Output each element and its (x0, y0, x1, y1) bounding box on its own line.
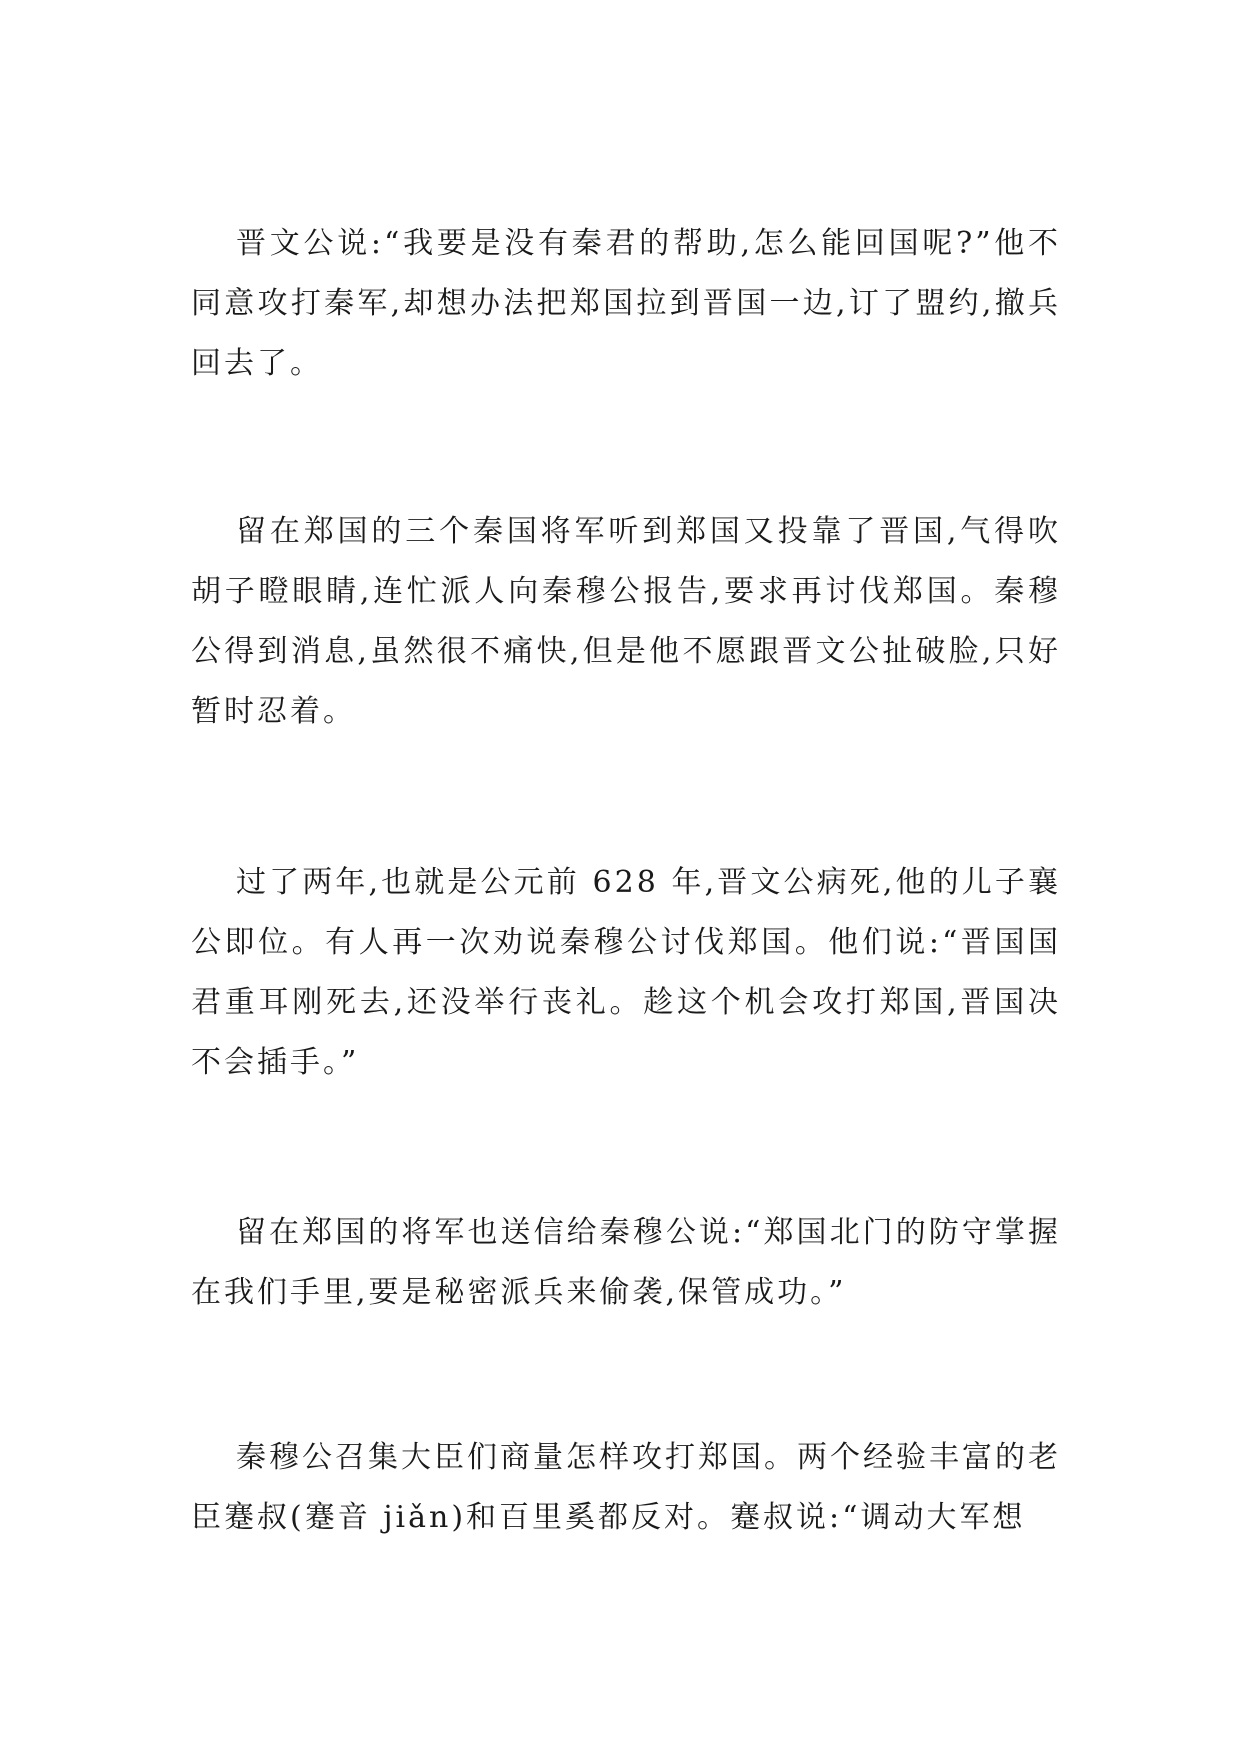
paragraph-3: 过了两年,也就是公元前 628 年,晋文公病死,他的儿子襄公即位。有人再一次劝说秦穆公讨伐郑国。他们说:“晋国国君重耳刚死去,还没举行丧礼。趁这个机会攻打郑国,晋国决不会插手。” (191, 865, 1061, 1080)
paragraph-2: 留在郑国的三个秦国将军听到郑国又投靠了晋国,气得吹胡子瞪眼睛,连忙派人向秦穆公报告,要求再讨伐郑国。秦穆公得到消息,虽然很不痛快,但是他不愿跟晋文公扯破脸,只好暂时忍着。 (191, 514, 1061, 729)
paragraph-1: 晋文公说:“我要是没有秦君的帮助,怎么能回国呢?”他不同意攻打秦军,却想办法把郑国拉到晋国一边,订了盟约,撤兵回去了。 (191, 226, 1061, 381)
paragraph-5: 秦穆公召集大臣们商量怎样攻打郑国。两个经验丰富的老臣蹇叔(蹇音 jiǎn)和百里奚都反对。蹇叔说:“调动大军想 (191, 1440, 1061, 1535)
paragraph-4: 留在郑国的将军也送信给秦穆公说:“郑国北门的防守掌握在我们手里,要是秘密派兵来偷袭,保管成功。” (191, 1215, 1061, 1310)
